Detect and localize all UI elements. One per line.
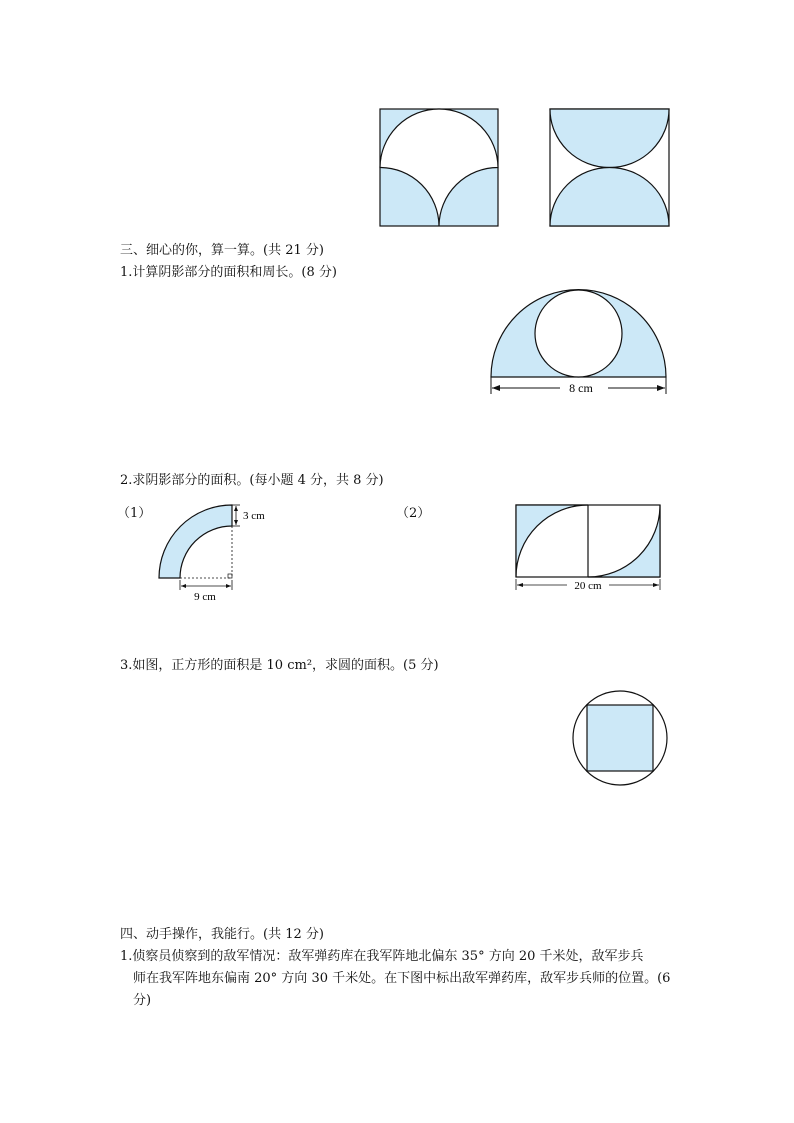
figure-semicircle-with-circle bbox=[486, 286, 672, 398]
figure-square-four-quarter-arcs bbox=[378, 107, 502, 229]
question-1-line-2: 师在我军阵地东偏南 20° 方向 30 千米处。在下图中标出敌军弹药库，敌军步兵师的位置。(6 bbox=[133, 971, 671, 986]
question-1-text: 1.计算阴影部分的面积和周长。(8 分) bbox=[120, 265, 337, 280]
part-1-label: （1） bbox=[117, 506, 152, 521]
question-3-text: 3.如图，正方形的面积是 10 cm²，求圆的面积。(5 分) bbox=[120, 658, 439, 673]
section-4-heading: 四、动手操作，我能行。(共 12 分) bbox=[120, 927, 324, 942]
inner-circle bbox=[535, 290, 622, 377]
question-2-text: 2.求阴影部分的面积。(每小题 4 分，共 8 分) bbox=[120, 473, 384, 488]
figure-two-squares-arcs bbox=[510, 500, 666, 598]
question-1-line-3: 分) bbox=[133, 993, 152, 1008]
figure-quarter-ring bbox=[152, 500, 282, 608]
figure-square-two-semicircles bbox=[548, 107, 672, 229]
section-3-heading: 三、细心的你，算一算。(共 21 分) bbox=[120, 243, 324, 258]
width-label: 20 cm bbox=[574, 580, 602, 592]
figure-square-in-circle bbox=[570, 688, 670, 788]
question-1-line-1: 1.侦察员侦察到的敌军情况：敌军弹药库在我军阵地北偏东 35° 方向 20 千米处，敌军步兵 bbox=[120, 949, 644, 964]
band-width-label: 3 cm bbox=[243, 510, 265, 522]
part-2-label: （2） bbox=[396, 506, 431, 521]
shaded-quarter-ring bbox=[159, 505, 232, 578]
width-label: 8 cm bbox=[569, 381, 593, 395]
radius-label: 9 cm bbox=[194, 591, 216, 603]
shaded-square bbox=[587, 705, 653, 771]
